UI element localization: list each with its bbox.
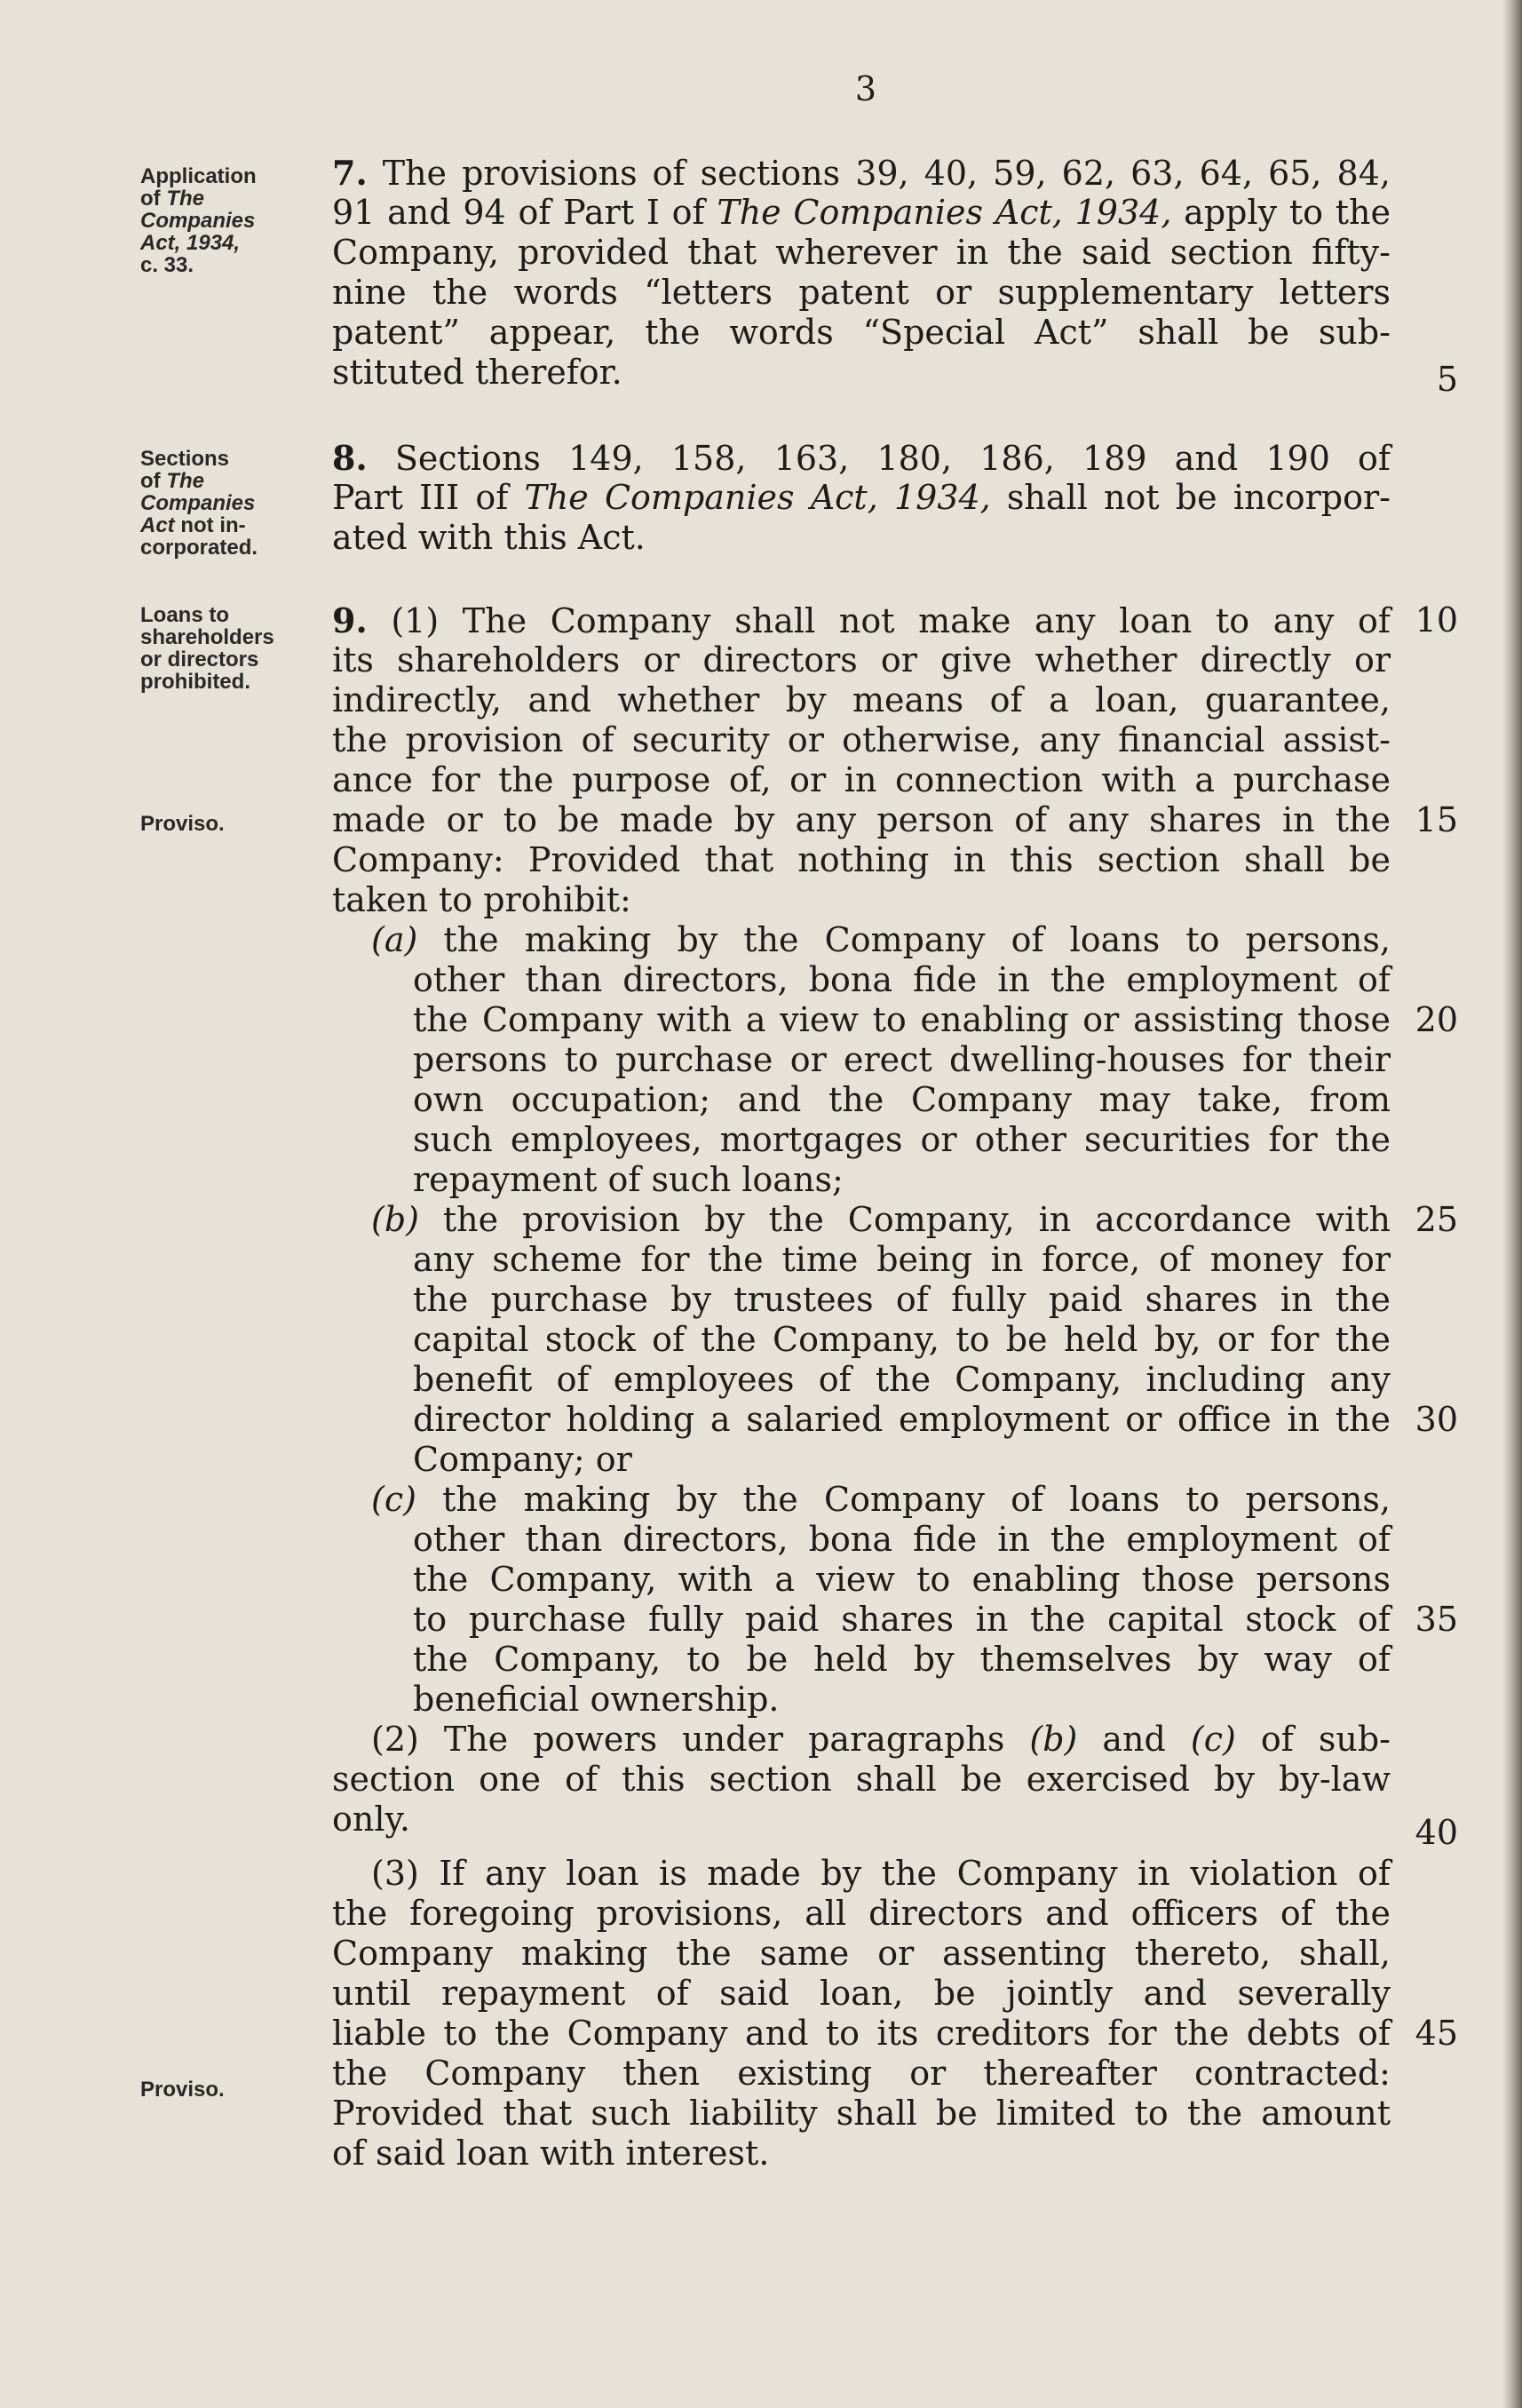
paragraph-b-line: capital stock of the Company, to be held by, or for the (413, 1320, 1391, 1359)
paragraph-c-line: beneficial ownership. (413, 1680, 780, 1719)
section-8-line: Part III of The Companies Act, 1934, shall not be incorpor- (332, 478, 1391, 517)
line-number: 5 (1436, 360, 1458, 399)
line-number: 35 (1415, 1600, 1458, 1639)
section-8-line: ated with this Act. (332, 518, 646, 557)
section-7-line: 91 and 94 of Part I of The Companies Act, 1934, apply to the (332, 193, 1391, 232)
paragraph-a-line: (a) the making by the Company of loans to persons, (371, 920, 1391, 959)
subsection-2-line: section one of this section shall be exercised by by-law (332, 1760, 1391, 1799)
paragraph-b-line: any scheme for the time being in force, of money for (413, 1240, 1391, 1279)
margin-note-sections-not-incorporated: Sections of The Companies Act not in- corporated. (140, 447, 258, 560)
subsection-2-line: (2) The powers under paragraphs (b) and (c) of sub- (371, 1720, 1391, 1759)
paragraph-b-line: benefit of employees of the Company, including any (413, 1360, 1391, 1399)
subsection-3-line: of said loan with interest. (332, 2134, 770, 2173)
section-9-line: 9. (1) The Company shall not make any loan to any of (332, 600, 1391, 640)
subsection-3-line: until repayment of said loan, be jointly and severally (332, 1974, 1391, 2013)
margin-note-proviso-2: Proviso. (140, 2078, 225, 2102)
margin-note-loans-prohibited: Loans to shareholders or directors prohibited. (140, 603, 274, 694)
line-number: 20 (1415, 1000, 1458, 1039)
subsection-3-line: Provided that such liability shall be limited to the amount (332, 2094, 1391, 2133)
line-number: 30 (1415, 1400, 1458, 1439)
section-9-line: indirectly, and whether by means of a loan, guarantee, (332, 680, 1391, 719)
paragraph-b-line: director holding a salaried employment or office in the (413, 1400, 1391, 1439)
section-9-line: made or to be made by any person of any shares in the (332, 800, 1391, 839)
subsection-3-line: Company making the same or assenting thereto, shall, (332, 1934, 1391, 1973)
section-7-line: nine the words “letters patent or supplementary letters (332, 273, 1391, 312)
binding-shadow (1502, 0, 1522, 2408)
section-9-line: its shareholders or directors or give whether directly or (332, 640, 1391, 679)
paragraph-b-line: the purchase by trustees of fully paid shares in the (413, 1280, 1391, 1319)
paragraph-a-line: the Company with a view to enabling or assisting those (413, 1000, 1391, 1039)
paragraph-a-line: such employees, mortgages or other securities for the (413, 1120, 1391, 1159)
line-number: 10 (1415, 600, 1458, 640)
section-7-line: 7. The provisions of sections 39, 40, 59, 62, 63, 64, 65, 84, (332, 153, 1391, 193)
line-number: 40 (1415, 1813, 1458, 1852)
margin-note-application: Application of The Companies Act, 1934, c. 33. (140, 164, 257, 277)
margin-note-proviso: Proviso. (140, 812, 225, 836)
paragraph-b-line: Company; or (413, 1440, 632, 1479)
subsection-2-line: only. (332, 1800, 411, 1839)
paragraph-c-line: (c) the making by the Company of loans to persons, (371, 1480, 1391, 1519)
section-7-line: stituted therefor. (332, 353, 622, 392)
paragraph-a-line: repayment of such loans; (413, 1160, 844, 1199)
section-8-line: 8. Sections 149, 158, 163, 180, 186, 189 and 190 of (332, 438, 1391, 478)
paragraph-c-line: to purchase fully paid shares in the capital stock of (413, 1600, 1391, 1639)
paragraph-a-line: own occupation; and the Company may take, from (413, 1080, 1391, 1119)
subsection-3-line: liable to the Company and to its creditors for the debts of (332, 2014, 1391, 2053)
section-9-line: taken to prohibit: (332, 880, 631, 919)
subsection-3-line: the foregoing provisions, all directors and officers of the (332, 1894, 1391, 1933)
section-9-line: the provision of security or otherwise, any financial assist- (332, 720, 1391, 759)
paragraph-c-line: the Company, to be held by themselves by way of (413, 1640, 1391, 1679)
section-7-line: patent” appear, the words “Special Act” shall be sub- (332, 313, 1391, 352)
section-9-line: Company: Provided that nothing in this section shall be (332, 840, 1391, 879)
paragraph-b-line: (b) the provision by the Company, in accordance with (371, 1200, 1391, 1239)
paragraph-c-line: other than directors, bona fide in the employment of (413, 1520, 1391, 1559)
paragraph-a-line: other than directors, bona fide in the employment of (413, 960, 1391, 999)
paragraph-c-line: the Company, with a view to enabling those persons (413, 1560, 1391, 1599)
subsection-3-line: (3) If any loan is made by the Company in violation of (371, 1854, 1391, 1893)
line-number: 25 (1415, 1200, 1458, 1239)
line-number: 15 (1415, 800, 1458, 839)
page-number: 3 (854, 69, 877, 108)
section-9-line: ance for the purpose of, or in connection with a purchase (332, 760, 1391, 799)
line-number: 45 (1415, 2014, 1458, 2053)
section-7-line: Company, provided that wherever in the said section fifty- (332, 233, 1391, 272)
paragraph-a-line: persons to purchase or erect dwelling-houses for their (413, 1040, 1391, 1079)
subsection-3-line: the Company then existing or thereafter contracted: (332, 2054, 1391, 2093)
